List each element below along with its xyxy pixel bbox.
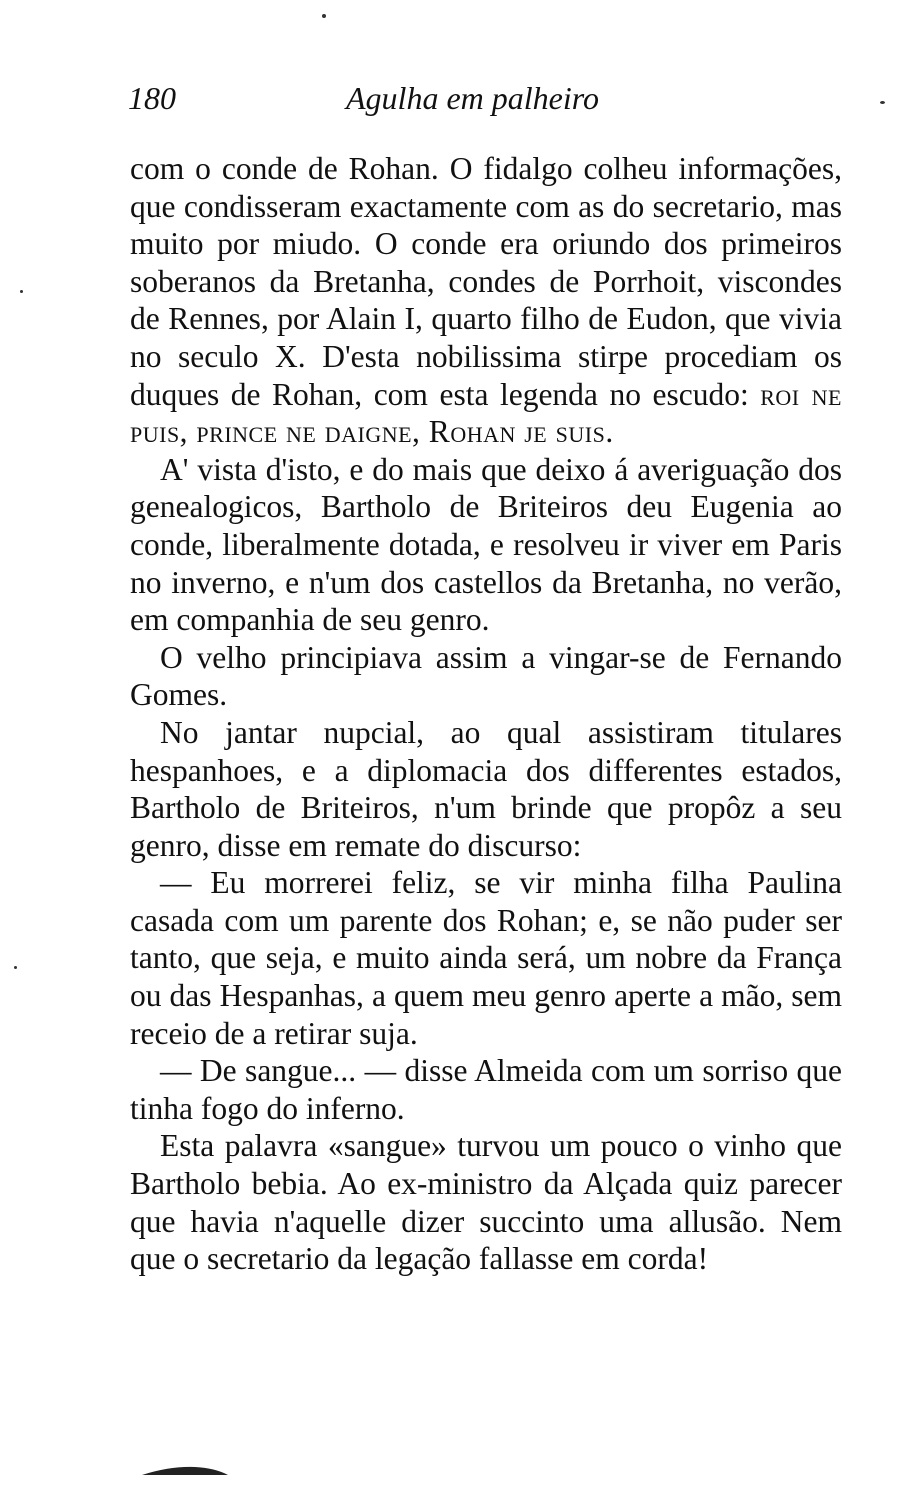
print-speck [322,14,326,18]
paragraph-1-text: com o conde de Rohan. O fidalgo colheu informações, que condisseram exactamente com as do secretario, mas muito por miudo. O conde era oriundo dos primeiros soberanos da Bretanha, condes de Porrhoit, viscondes de Rennes, por Alain I, quarto filho de Eudon, que vivia no seculo X. D'esta nobilissima stirpe procediam os duques de Rohan, com esta legenda no escudo: [130,151,842,412]
page-number: 180 [128,80,176,116]
print-speck [20,290,23,293]
paragraph-1 [130,150,842,451]
paragraph-3: O velho principiava assim a vingar-se de Fernando Gomes. [130,639,842,713]
paragraph-6: — De sangue... — disse Almeida com um sorriso que tinha fogo do inferno. [130,1053,842,1126]
book-title: Agulha em palheiro [346,80,599,116]
paragraph-4: No jantar nupcial, ao qual assistiram titulares hespanhoes, e a diplomacia dos differentes estados, Bartholo de Briteiros, n'um brinde que propôz a seu genro, disse em remate do discurso: [130,714,842,863]
print-speck [14,966,17,969]
print-speck [880,101,885,104]
footer-ornament [140,1464,230,1478]
running-head [128,80,850,130]
paragraph-1-end: . [605,414,614,450]
paragraph-2: A' vista d'isto, e do mais que deixo á averiguação dos genealogicos, Bartholo de Briteiros deu Eugenia ao conde, liberalmente dotada, e resolveu ir viver em Paris no inverno, e n'um dos castellos da Bretanha, no verão, em companhia de seu genro. [130,451,842,638]
rohan-motto: roi ne puis, prince ne daigne, Rohan je suis [130,376,842,450]
paragraph-7: Esta palavra «sangue» turvou um pouco o vinho que Bartholo bebia. Ao ex-ministro da Alçada quiz parecer que havia n'aquelle dizer succinto uma allusão. Nem que o secretario da legação fallasse em corda! [130,1128,842,1277]
paragraph-5: — Eu morrerei feliz, se vir minha filha Paulina casada com um parente dos Rohan; e, se não puder ser tanto, que seja, e muito ainda será, um nobre da França ou das Hespanhas, a quem meu genro aperte a mão, sem receio de a retirar suja. [130,865,842,1051]
body-text [130,150,842,1278]
